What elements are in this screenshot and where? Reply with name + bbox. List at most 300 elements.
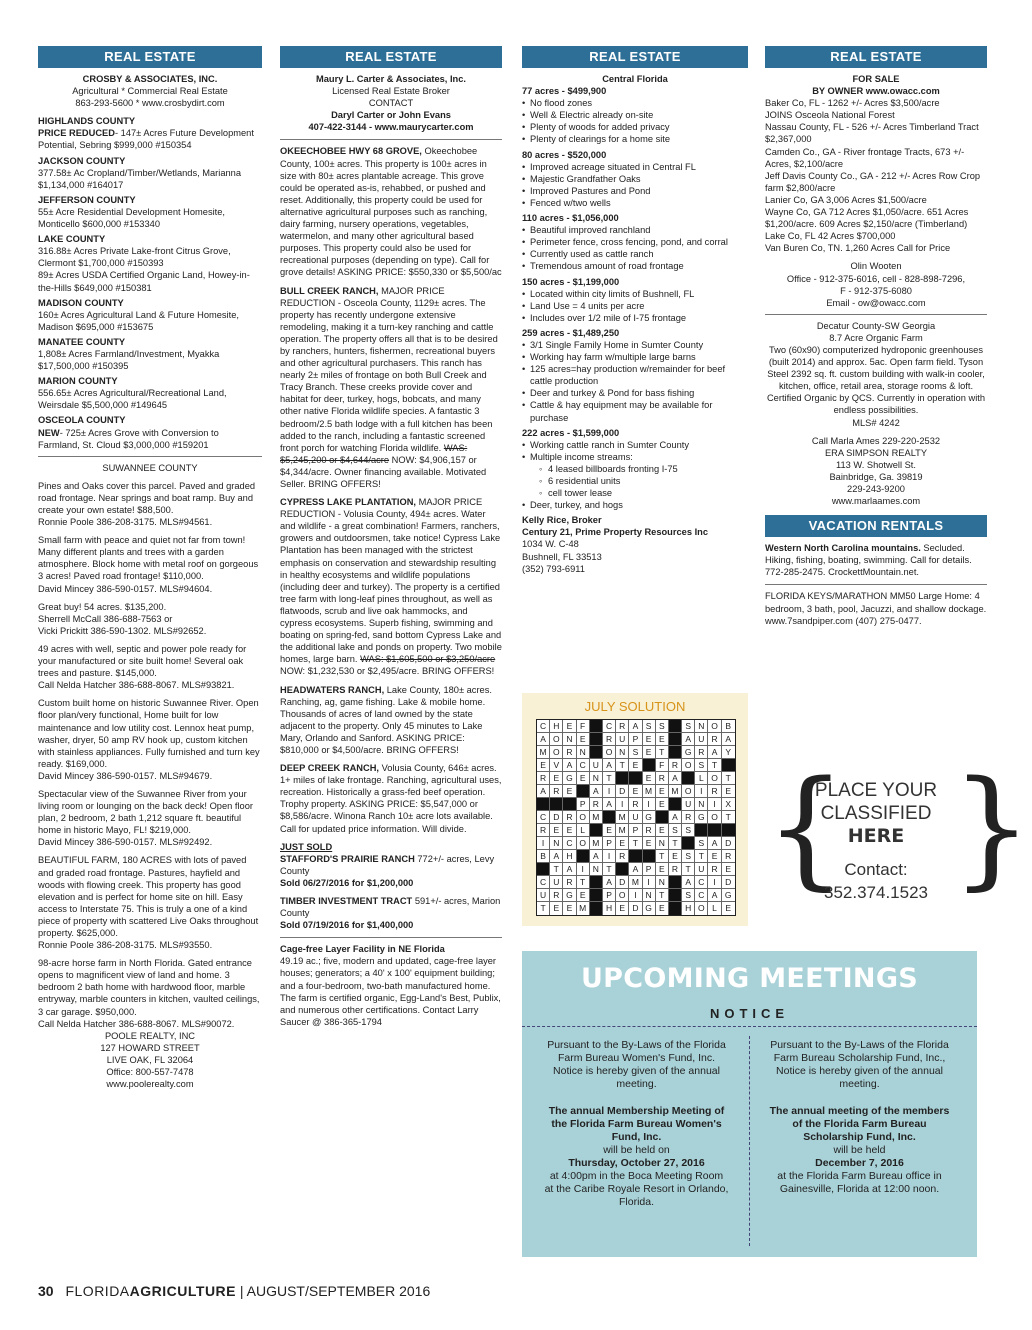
crossword-cell: R	[708, 785, 721, 798]
crossword-cell: A	[708, 889, 721, 902]
crossword-cell: L	[708, 902, 721, 915]
crossword-cell: M	[643, 785, 656, 798]
magazine-name-a: FLORIDA	[65, 1283, 130, 1299]
crossword-cell: T	[603, 863, 616, 876]
just-sold-heading: JUST SOLD	[280, 841, 333, 852]
crossword-cell: R	[590, 798, 603, 811]
crossword-cell: M	[616, 824, 629, 837]
listing: Nassau County, FL - 526 +/- Acres Timberland Tract $2,367,000	[765, 122, 979, 145]
crossword-black-cell	[682, 772, 695, 785]
crossword-cell: D	[629, 902, 642, 915]
feature-item: • Deer, turkey, and hogs	[522, 499, 748, 511]
column-crosby	[38, 46, 262, 1090]
income-list	[530, 463, 748, 499]
crossword-cell: E	[722, 785, 735, 798]
listing: Custom built home on historic Suwannee River. Open floor plan/very functional, Home built for low maintenance and low utility cost. Lennox heat pump, washer, dryer, 50 amp RV hook up, custom kitchen with stainless appliances. Fully furnished and turn key ready. $169,000.	[38, 698, 260, 769]
crossword-cell: I	[577, 863, 590, 876]
crossword-cell: P	[603, 837, 616, 850]
broker-city: Bushnell, FL 33513	[522, 551, 602, 562]
crossword-cell: S	[682, 850, 695, 863]
crossword-cell: T	[550, 863, 563, 876]
crossword-cell: S	[682, 824, 695, 837]
listing: Wayne Co, GA 712 Acres $1,050/acre. 651 Acres $1,200/acre. 609 Acres $2,150/acre (Timberland)	[765, 207, 969, 230]
crossword-cell: I	[629, 889, 642, 902]
classified-here: HERE	[847, 825, 905, 847]
crossword-cell: E	[656, 902, 669, 915]
upcoming-meetings	[522, 951, 977, 1257]
crossword-black-cell	[669, 876, 682, 889]
crossword-cell: T	[682, 863, 695, 876]
section-header: REAL ESTATE	[522, 46, 748, 68]
crossword-cell: E	[643, 733, 656, 746]
tract-heading: 222 acres - $1,599,000	[522, 427, 620, 438]
listing-mls: MLS# 4242	[852, 417, 900, 428]
listing: 316.88± Acres Private Lake-front Citrus Grove, Clermont $1,700,000 #150393	[38, 246, 231, 269]
crossword-cell: U	[616, 733, 629, 746]
crossword-cell: G	[563, 889, 576, 902]
crossword-cell: I	[643, 798, 656, 811]
crossword-cell: T	[603, 772, 616, 785]
crossword-cell: S	[656, 720, 669, 733]
crossword-cell: U	[695, 863, 708, 876]
crossword-cell: C	[603, 720, 616, 733]
crossword-cell: N	[616, 746, 629, 759]
crossword-cell: A	[590, 850, 603, 863]
sold-listing: TIMBER INVESTMENT TRACT 591+/- acres, Marion County	[280, 896, 501, 919]
listing: Pines and Oaks cover this parcel. Paved and graded road frontage. Near springs and boat ramp. Buy and create your own estate! $88,500.	[38, 480, 256, 515]
listing: 556.65± Acres Agricultural/Recreational Land, Weirsdale $5,500,000 #149645	[38, 388, 227, 411]
crossword-cell: N	[656, 876, 669, 889]
feature-item: • Beautiful improved ranchland	[522, 224, 748, 236]
crossword-cell: I	[708, 798, 721, 811]
firm-contact: 863-293-5600 * www.crosbydirt.com	[75, 98, 225, 109]
listing-location: Decatur County-SW Georgia	[816, 320, 936, 331]
crossword-black-cell	[669, 889, 682, 902]
county-heading: SUWANNEE COUNTY	[102, 462, 198, 473]
crossword-cell: M	[590, 811, 603, 824]
crossword-cell: A	[537, 785, 550, 798]
crossword-black-cell	[643, 759, 656, 772]
crossword-cell: P	[603, 889, 616, 902]
firm-name: Maury L. Carter & Associates, Inc.	[315, 74, 466, 84]
crossword-cell: R	[656, 772, 669, 785]
agent-fax: F - 912-375-6080	[840, 285, 912, 296]
listing: 160± Acres Agricultural Land & Future Homesite, Madison $695,000 #153675	[38, 309, 239, 332]
crossword-black-cell	[537, 863, 550, 876]
crossword-cell: O	[682, 785, 695, 798]
county-heading: JEFFERSON COUNTY	[38, 194, 136, 205]
agency-city: Bainbridge, Ga. 39819	[829, 471, 923, 482]
listing: Spectacular view of the Suwannee River from your living room or lounging on the back deck! Open floor plan, 2 bedroom, 2 bath 1,212 square ft. beautiful home in historic Mayo, FL! $219,000.	[38, 788, 253, 836]
crossword-black-cell	[590, 876, 603, 889]
crossword-cell: E	[643, 837, 656, 850]
crossword-grid	[536, 719, 736, 916]
crossword-cell: T	[722, 772, 735, 785]
crossword-cell: S	[682, 720, 695, 733]
crossword-black-cell	[682, 837, 695, 850]
crossword-cell: N	[695, 720, 708, 733]
listing: Great buy! 54 acres. $135,200.	[38, 601, 167, 612]
listing-heading: Cage-free Layer Facility in NE Florida	[280, 944, 445, 955]
crossword-cell: E	[616, 902, 629, 915]
crossword-cell: O	[708, 772, 721, 785]
feature-item: • No flood zones	[522, 97, 748, 109]
crossword-cell: E	[563, 824, 576, 837]
feature-item: • Perimeter fence, cross fencing, pond, and corral	[522, 236, 748, 248]
crossword-cell: E	[656, 785, 669, 798]
contact-phone: 407-422-3144 - www.maurycarter.com	[308, 122, 474, 133]
agent-email: Email - ow@owacc.com	[826, 297, 926, 308]
listing: CYPRESS LAKE PLANTATION, MAJOR PRICE REDUCTION - Volusia County, 494± acres. Water and wildlife - a great combination! Farmers, ranchers, growers and outdoorsmen, take notice! Cypress Lake Plantation has been managed with the strictest emphasis on conservation and stewardship resulting in healthy ecosystems and wildlife populations (including deer and turkey). The property is a certified tree farm with long-leaf pines throughout, as well as flatwoods, scrub and live oak hammocks, and cypress ecosystems. Superb fishing, swimming and boating on spring-fed, sand bottom Cypress Lake and the additional lake and ponds on property. Two mobile homes, large barn. WAS: $1,605,500 or $3,250/acre NOW: $1,232,530 or $2,495/acre. BRING OFFERS!	[280, 497, 502, 677]
crossword-black-cell	[590, 720, 603, 733]
page-footer	[38, 1283, 430, 1299]
crossword-cell: A	[603, 876, 616, 889]
crossword-cell: L	[695, 772, 708, 785]
feature-item: • Working hay farm w/multiple large barns	[522, 351, 748, 363]
crossword-cell: G	[643, 902, 656, 915]
meeting-notice-right: Pursuant to the By-Laws of the Florida Farm Bureau Scholarship Fund, Inc., Notice is hereby given of the annual meeting. The annual meeting of the members of the Florida Farm Bureau Scholarship Fund, Inc. will be held December 7, 2016 at the Florida Farm Bureau office in Gainesville, Florida at 12:00 noon.	[769, 1039, 950, 1195]
agent-phone: Office - 912-375-6016, cell - 828-898-7296,	[786, 273, 966, 284]
listing: BULL CREEK RANCH, MAJOR PRICE REDUCTION - Osceola County, 1129± acres. The property has recently undergone extensive remodeling, making it a turn-key ranching and cattle operation. The property offers all that is to be desired by ranchers, hunters, fishermen, recreational buyers and other agricultural purchasers. This ranch has nearly 2± miles of frontage on both Bull Creek and Tracy Branch. These creeks provide cover and habitat for deer, turkey, hogs, bobcats, and many other native Florida wildlife species. A fantastic 3 bedroom/2.5 bath lodge with a full kitchen has been added to the ranch, including a fantastic screened front porch for watching Florida wildlife. WAS: $5,245,200 or $4,644/acre NOW: $4,906,157 or $4,344/acre. Owner financing available. Motivated Seller. BRING OFFERS!	[280, 285, 498, 489]
contact-label: CONTACT	[368, 98, 414, 109]
listing-title: 8.7 Acre Organic Farm	[829, 332, 923, 343]
issue-date: | AUGUST/SEPTEMBER 2016	[239, 1283, 431, 1299]
crossword-cell: R	[616, 850, 629, 863]
sold-date: Sold 06/27/2016 for $1,200,000	[280, 877, 414, 888]
crossword-cell: S	[695, 837, 708, 850]
crossword-cell: I	[603, 850, 616, 863]
listing: 98-acre horse farm in North Florida. Gated entrance opens to magnificent view of land and home. 3 bedroom 2 bath home with hardwood floor, marble entryway, marble counters in kitchen, vaulted ceilings, 3 car garage. $950,000.	[38, 958, 260, 1017]
realty-name: POOLE REALTY, INC	[104, 1030, 196, 1041]
agency-address: 113 W. Shotwell St.	[836, 459, 916, 470]
feature-item: • Multiple income streams: ◦ 4 leased billboards fronting I-75 ◦ 6 residential units ◦ cell tower lease	[522, 451, 748, 499]
crossword-cell: M	[577, 902, 590, 915]
crossword-cell: G	[722, 889, 735, 902]
crossword-cell: R	[603, 733, 616, 746]
listing-contact: Call Nelda Hatcher 386-688-8067. MLS#93821.	[38, 680, 235, 691]
crossword-cell: N	[590, 863, 603, 876]
crossword-cell: D	[616, 876, 629, 889]
crossword-cell: E	[616, 837, 629, 850]
firm-subtitle: Licensed Real Estate Broker	[332, 86, 450, 97]
crossword-cell: E	[656, 733, 669, 746]
listing: Van Buren Co, TN. 1,260 Acres Call for Price	[765, 243, 951, 254]
crossword-cell: V	[550, 759, 563, 772]
crossword-cell: E	[577, 889, 590, 902]
crossword-cell: E	[563, 785, 576, 798]
tract-heading: 110 acres - $1,056,000	[522, 213, 619, 224]
crossword-cell: B	[722, 720, 735, 733]
county-heading: MADISON COUNTY	[38, 297, 124, 308]
crossword-cell: T	[656, 746, 669, 759]
crossword-cell: E	[656, 798, 669, 811]
divider	[522, 1026, 977, 1027]
crossword-black-cell	[590, 902, 603, 915]
county-heading: JACKSON COUNTY	[38, 155, 126, 166]
crossword-cell: T	[708, 759, 721, 772]
crossword-cell: T	[629, 837, 642, 850]
crossword-black-cell	[629, 772, 642, 785]
crossword-cell: M	[537, 746, 550, 759]
crossword-cell: R	[669, 759, 682, 772]
crossword-cell: R	[682, 811, 695, 824]
listing: NEW- 725± Acres Grove with Conversion to Farmland, St. Cloud $3,000,000 #159201	[38, 427, 219, 450]
crossword-cell: U	[682, 798, 695, 811]
listing: Jeff Davis County Co., GA - 212 +/- Acres Row Crop farm $2,800/acre	[765, 170, 981, 193]
crossword-black-cell	[616, 863, 629, 876]
county-heading: MANATEE COUNTY	[38, 336, 126, 347]
tract-heading: 259 acres - $1,489,250	[522, 327, 620, 338]
listing: OKEECHOBEE HWY 68 GROVE, Okeechobee County, 100± acres. This property is 100± acres in size with 80± acres plantable acreage. This grove could be operated as-is, rehabbed, or pushed and reset. Additionally, this property could be used for alternative agricultural purposes such as ranching, dairy farming, nursery operations, vegetables, watermelon, and many other agricultural based purposes. This property could also be used for recreational purposes (depending on type). Call for grove details! ASKING PRICE: $550,330 or $5,500/ac	[280, 146, 502, 278]
section-header-vacation: VACATION RENTALS	[765, 515, 987, 537]
crossword-cell: S	[682, 889, 695, 902]
crossword-cell: P	[643, 863, 656, 876]
crossword-cell: S	[643, 720, 656, 733]
crossword-cell: I	[537, 837, 550, 850]
crossword-cell: C	[563, 837, 576, 850]
crossword-cell: E	[550, 772, 563, 785]
crossword-black-cell	[722, 759, 735, 772]
crossword-cell: S	[695, 759, 708, 772]
listing: Camden Co., GA - River frontage Tracts, 673 +/- Acres, $2,100/acre	[765, 146, 965, 169]
crossword-cell: D	[722, 837, 735, 850]
crossword-cell: O	[708, 720, 721, 733]
listing: 49.19 ac.; five, modern and updated, cage-free layer houses; generators; a 40' x 100' equipment building; and a four-bedroom, two-bath manufactured home. The farm is certified organic, Egg-Land's Best, Publix, and numerous other certifications. Contact Larry Saucer @ 386-365-1794	[280, 956, 501, 1027]
tract-heading: 77 acres - $499,900	[522, 86, 607, 97]
realty-city: LIVE OAK, FL 32064	[106, 1054, 194, 1065]
broker-phone: (352) 793-6911	[522, 563, 585, 574]
crossword-cell: E	[643, 746, 656, 759]
crossword-cell: E	[629, 759, 642, 772]
crossword-black-cell	[669, 798, 682, 811]
right-brace-icon: }	[951, 754, 1032, 903]
crossword-cell: A	[563, 863, 576, 876]
classified-line: PLACE YOUR	[814, 780, 938, 801]
crossword-cell: R	[643, 824, 656, 837]
meeting-notice-left: Pursuant to the By-Laws of the Florida Farm Bureau Women's Fund, Inc. Notice is hereby given of the annual meeting. The annual Membership Meeting of the Florida Farm Bureau Women's Fund, Inc. will be held on Thursday, October 27, 2016 at 4:00pm in the Boca Meeting Room at the Caribe Royale Resort in Orlando, Florida.	[544, 1039, 729, 1208]
crossword-cell: A	[537, 733, 550, 746]
tract-features	[522, 439, 748, 512]
crossword-cell: R	[550, 889, 563, 902]
crossword-cell: O	[708, 811, 721, 824]
crossword-cell: I	[643, 876, 656, 889]
crossword-cell: A	[669, 772, 682, 785]
crossword-cell: G	[695, 811, 708, 824]
column-owner-sales	[765, 46, 987, 627]
divider	[280, 139, 502, 140]
realty-phone: Office: 800-557-7478	[106, 1067, 194, 1078]
crossword-cell: E	[722, 863, 735, 876]
region-title: Central Florida	[602, 74, 668, 84]
crossword-cell: P	[629, 824, 642, 837]
feature-item: • Well & Electric already on-site	[522, 109, 748, 121]
crossword-cell: M	[629, 876, 642, 889]
listing-contact: Ronnie Poole 386-208-3175. MLS#94561.	[38, 517, 213, 528]
county-heading: LAKE COUNTY	[38, 234, 106, 245]
listing: PRICE REDUCED- 147± Acres Future Development Potential, Sebring $999,000 #150354	[38, 128, 254, 151]
crossword-cell: N	[577, 746, 590, 759]
feature-item: • 3/1 Single Family Home in Sumter County	[522, 339, 748, 351]
crossword-cell: R	[550, 785, 563, 798]
crossword-cell: M	[590, 837, 603, 850]
crossword-cell: A	[550, 850, 563, 863]
crossword-cell: O	[682, 759, 695, 772]
crossword-cell: N	[695, 798, 708, 811]
agency-phone: 229-243-9200	[847, 484, 905, 494]
classified-phone: 352.374.1523	[824, 883, 928, 902]
crossword-cell: D	[550, 811, 563, 824]
crossword-cell: R	[629, 798, 642, 811]
crossword-cell: E	[708, 850, 721, 863]
crossword-cell: I	[708, 876, 721, 889]
crossword-cell: E	[577, 772, 590, 785]
page-number: 30	[38, 1283, 54, 1299]
crossword-cell: A	[563, 759, 576, 772]
crossword-cell: A	[603, 798, 616, 811]
feature-item: • Plenty of woods for added privacy	[522, 121, 748, 133]
classified-contact-label: Contact:	[844, 860, 908, 879]
crossword-cell: R	[708, 733, 721, 746]
tract-features	[522, 224, 748, 272]
crossword-cell: N	[656, 837, 669, 850]
broker-address: 1034 W. C-48	[522, 539, 579, 550]
crossword-cell: O	[550, 746, 563, 759]
left-brace-icon: {	[765, 754, 847, 903]
feature-item: • Located within city limits of Bushnell, FL	[522, 288, 748, 300]
divider	[765, 584, 987, 585]
crossword-cell: T	[537, 902, 550, 915]
feature-item: • Majestic Grandfather Oaks	[522, 173, 748, 185]
crossword-black-cell	[537, 798, 550, 811]
crossword-cell: F	[656, 759, 669, 772]
listing: DEEP CREEK RANCH, Volusia County, 646± acres. 1+ miles of lake frontage. Ranching, agricultural uses, recreation. Historically a grass-fed beef operation. Trophy property. ASKING PRICE: $5,547,000 or $8,586/acre. Winona Ranch 10± acre lots available. Call for updated price information. Will divide.	[280, 763, 502, 834]
crossword-cell: G	[563, 772, 576, 785]
crossword-cell: E	[577, 733, 590, 746]
crossword-cell: A	[682, 876, 695, 889]
agency-name: ERA SIMPSON REALTY	[824, 447, 928, 458]
feature-item: • Currently used as cattle ranch	[522, 248, 748, 260]
crossword-cell: A	[708, 746, 721, 759]
meetings-title: UPCOMING MEETINGS	[580, 963, 919, 994]
crossword-cell: C	[537, 811, 550, 824]
feature-item: • Working cattle ranch in Sumter County	[522, 439, 748, 451]
tract-heading: 150 acres - $1,199,000	[522, 276, 620, 287]
listing: BEAUTIFUL FARM, 180 ACRES with lots of paved and graded road frontage. Pastures, hayfield and woods with flowing creek. This property has good elevation and is perfect for home site on hill. Easy access to Interstate 75. This is truly a one of a kind piece of property with scattered Live Oaks throughout property. $625,000.	[38, 855, 259, 938]
county-heading: OSCEOLA COUNTY	[38, 415, 126, 426]
contact-names: Daryl Carter or John Evans	[331, 110, 451, 121]
crossword-cell: C	[537, 876, 550, 889]
crossword-black-cell	[629, 850, 642, 863]
listing: Lake Co, FL 42 Acres $700,000	[765, 231, 896, 242]
divider	[765, 314, 987, 315]
crossword-cell: T	[656, 850, 669, 863]
listing-contact: Sherrell McCall 386-688-7563 or	[38, 613, 173, 624]
sold-listing: STAFFORD'S PRAIRIE RANCH 772+/- acres, Levy County	[280, 853, 495, 876]
crossword-cell: R	[695, 746, 708, 759]
crossword-cell: C	[537, 720, 550, 733]
county-heading: MARION COUNTY	[38, 376, 118, 387]
crossword-cell: E	[603, 824, 616, 837]
column-central-florida	[522, 46, 748, 575]
rental-listing: FLORIDA KEYS/MARATHON MM50 Large Home: 4 bedroom, 3 bath, pool, Jacuzzi, and shallow dockage. www.7sandpiper.com (407) 275-0477.	[765, 591, 987, 626]
column-maury-carter	[280, 46, 502, 1028]
feature-item: • Tremendous amount of road frontage	[522, 260, 748, 272]
crossword-cell: E	[656, 824, 669, 837]
county-heading: HIGHLANDS COUNTY	[38, 116, 136, 127]
tract-heading: 80 acres - $520,000	[522, 149, 607, 160]
listing: Lanier Co, GA 3,006 Acres $1,500/acre	[765, 194, 927, 205]
crossword-cell: R	[537, 824, 550, 837]
crossword-cell: C	[695, 876, 708, 889]
sold-date: Sold 07/19/2016 for $1,400,000	[280, 920, 414, 931]
crossword-title: JULY SOLUTION	[584, 699, 686, 714]
crossword-cell: E	[563, 902, 576, 915]
rental-listing: Western North Carolina mountains. Secluded. Hiking, fishing, boating, swimming. Call for details. 772-285-2475. CrockettMountain.net.	[765, 543, 972, 578]
broker-firm: Century 21, Prime Property Resources Inc	[522, 527, 709, 538]
crossword-cell: O	[695, 902, 708, 915]
feature-item: • Deer and turkey & Pond for bass fishing	[522, 387, 748, 399]
crossword-cell: R	[563, 876, 576, 889]
crossword-cell: U	[590, 759, 603, 772]
crossword-cell: O	[577, 837, 590, 850]
crossword-cell: E	[537, 759, 550, 772]
crossword-cell: Y	[722, 746, 735, 759]
crossword-cell: U	[629, 811, 642, 824]
crossword-black-cell	[590, 746, 603, 759]
crossword-cell: G	[643, 811, 656, 824]
listing: 49 acres with well, septic and power pole ready for your manufactured or site built home! Several oak trees and pasture. $145,000.	[38, 643, 247, 679]
tract-features	[522, 161, 748, 209]
feature-item: • Land Use = 4 units per acre	[522, 300, 748, 312]
crossword-cell: O	[577, 811, 590, 824]
crossword-cell: F	[577, 720, 590, 733]
owner-heading: BY OWNER www.owacc.com	[812, 86, 940, 97]
crossword-cell: L	[577, 824, 590, 837]
crossword-cell: D	[722, 876, 735, 889]
feature-item: • Improved Pastures and Pond	[522, 185, 748, 197]
feature-item: • 125 acres=hay production w/remainder for beef cattle production	[522, 363, 748, 387]
listing: 1,808± Acres Farmland/Investment, Myakka $17,500,000 #150395	[38, 348, 220, 372]
tract-features	[522, 339, 748, 424]
agent-name: Olin Wooten	[850, 261, 902, 272]
section-header: REAL ESTATE	[765, 46, 987, 68]
crossword-cell: X	[722, 798, 735, 811]
crossword-black-cell	[656, 811, 669, 824]
crossword-black-cell	[708, 824, 721, 837]
divider	[38, 456, 262, 457]
listing: HEADWATERS RANCH, Lake County, 180± acres. Ranching, ag, game fishing. Lake & mobile home. Thousands of acres of land owned by the state adjacent to the property. Only 45 minutes to Lake Mary, Orlando and Sanford. ASKING PRICE: $810,000 or $4,500/acre. BRING OFFERS!	[280, 684, 492, 755]
crossword-cell: C	[695, 889, 708, 902]
section-header: REAL ESTATE	[280, 46, 502, 68]
crossword-black-cell	[577, 785, 590, 798]
crossword-cell: N	[563, 733, 576, 746]
crossword-cell: H	[563, 850, 576, 863]
crossword-black-cell	[643, 850, 656, 863]
crossword-cell: H	[603, 902, 616, 915]
notice-heading: NOTICE	[709, 1006, 790, 1021]
realty-website: www.poolerealty.com	[106, 1079, 194, 1090]
crossword-cell: A	[629, 863, 642, 876]
crossword-cell: T	[669, 837, 682, 850]
firm-name: CROSBY & ASSOCIATES, INC.	[82, 74, 218, 84]
crossword-cell: R	[722, 850, 735, 863]
crossword-cell: E	[643, 772, 656, 785]
divider	[749, 1036, 750, 1246]
crossword-cell: S	[669, 824, 682, 837]
crossword-cell: A	[669, 811, 682, 824]
crossword-solution	[522, 693, 748, 926]
crossword-black-cell	[669, 733, 682, 746]
